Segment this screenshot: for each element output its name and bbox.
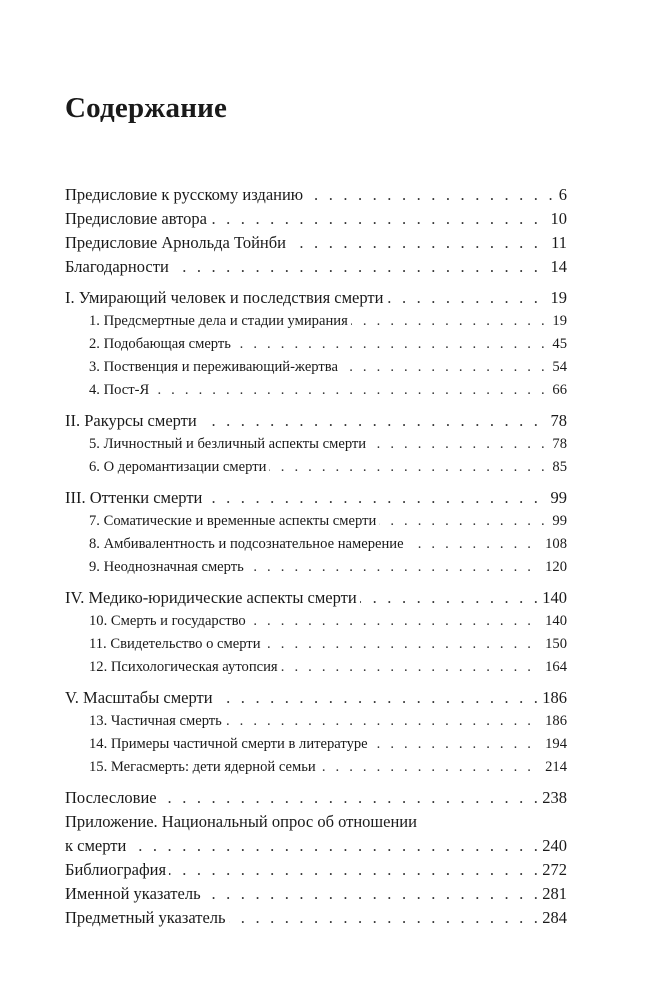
toc-chapter-6 (65, 456, 567, 479)
toc-entry-page: 272 (538, 858, 567, 882)
toc-entry-title: 7. Соматические и временные аспекты смерти (89, 510, 379, 533)
toc-entry-preface-author (65, 207, 567, 231)
dot-leader (89, 379, 567, 402)
toc-chapter-1 (65, 310, 567, 333)
toc-chapter-8 (65, 533, 567, 556)
toc-entry-page: 214 (541, 756, 567, 779)
toc-entry-page: 194 (541, 733, 567, 756)
toc-entry-page: 186 (538, 686, 567, 710)
toc-entry-title: 14. Примеры частичной смерти в литературе (89, 733, 371, 756)
toc-entry-title-continued: к смерти (65, 834, 129, 858)
toc-entry-page: 78 (548, 433, 567, 456)
toc-entry-title: Библиография (65, 858, 169, 882)
toc-chapter-10 (65, 610, 567, 633)
toc-entry-title: I. Умирающий человек и последствия смерти (65, 286, 386, 310)
toc-entry-page: 78 (547, 409, 568, 433)
toc-entry-title: Предисловие к русскому изданию (65, 183, 306, 207)
toc-entry-title: 4. Пост-Я (89, 379, 152, 402)
toc-entry-appendix-line1 (65, 810, 567, 834)
toc-chapter-3 (65, 356, 567, 379)
toc-entry-afterword (65, 786, 567, 810)
toc-entry-title: III. Оттенки смерти (65, 486, 205, 510)
toc-entry-title: Приложение. Национальный опрос об отношении (65, 810, 420, 834)
toc-entry-title: 3. Поственция и переживающий-жертва (89, 356, 341, 379)
toc-entry-page: 45 (548, 333, 567, 356)
toc-part-3 (65, 486, 567, 510)
toc-entry-page: 120 (541, 556, 567, 579)
toc-entry-page: 19 (547, 286, 568, 310)
toc-entry-bibliography (65, 858, 567, 882)
toc-chapter-15 (65, 756, 567, 779)
toc-entry-page: 238 (538, 786, 567, 810)
toc-entry-name-index (65, 882, 567, 906)
toc-entry-title: Предисловие Арнольда Тойнби (65, 231, 289, 255)
toc-entry-page: 14 (547, 255, 568, 279)
toc-entry-title: Предметный указатель (65, 906, 229, 930)
toc-entry-title: 2. Подобающая смерть (89, 333, 234, 356)
toc-entry-title: 8. Амбивалентность и подсознательное намерение (89, 533, 407, 556)
toc-entry-title: 13. Частичная смерть (89, 710, 225, 733)
toc-entry-title: 5. Личностный и безличный аспекты смерти (89, 433, 369, 456)
toc-entry-title: Именной указатель (65, 882, 204, 906)
toc-entry-title: 15. Мегасмерть: дети ядерной семьи (89, 756, 319, 779)
toc-entry-page: 6 (555, 183, 567, 207)
toc-chapter-7 (65, 510, 567, 533)
toc-entry-title: Предисловие автора (65, 207, 210, 231)
toc-chapter-13 (65, 710, 567, 733)
toc-entry-title: 1. Предсмертные дела и стадии умирания (89, 310, 351, 333)
toc-chapter-9 (65, 556, 567, 579)
toc-entry-page: 19 (548, 310, 567, 333)
toc-chapter-12 (65, 656, 567, 679)
toc-entry-title: 10. Смерть и государство (89, 610, 249, 633)
toc-part-1 (65, 286, 567, 310)
toc-chapter-11 (65, 633, 567, 656)
toc-entry-page: 99 (547, 486, 568, 510)
dot-leader (65, 834, 567, 858)
toc-entry-title: 9. Неоднозначная смерть (89, 556, 247, 579)
toc-entry-page: 240 (538, 834, 567, 858)
toc-entry-title: Благодарности (65, 255, 172, 279)
toc-entry-page: 54 (548, 356, 567, 379)
toc-entry-page: 108 (541, 533, 567, 556)
toc-entry-subject-index (65, 906, 567, 930)
toc-entry-page: 140 (541, 610, 567, 633)
toc-entry-page: 99 (548, 510, 567, 533)
toc-entry-title: 11. Свидетельство о смерти (89, 633, 264, 656)
toc-chapter-2 (65, 333, 567, 356)
page-title: Содержание (65, 92, 228, 124)
table-of-contents (65, 183, 567, 930)
toc-entry-title: II. Ракурсы смерти (65, 409, 200, 433)
toc-entry-preface-toynbee (65, 231, 567, 255)
toc-entry-title: 12. Психологическая аутопсия (89, 656, 281, 679)
toc-entry-page: 186 (541, 710, 567, 733)
toc-entry-page: 11 (547, 231, 567, 255)
toc-entry-acknowledgements (65, 255, 567, 279)
toc-part-2 (65, 409, 567, 433)
toc-chapter-5 (65, 433, 567, 456)
toc-part-4 (65, 586, 567, 610)
toc-entry-page: 150 (541, 633, 567, 656)
toc-entry-page: 66 (548, 379, 567, 402)
toc-entry-title: Послесловие (65, 786, 160, 810)
toc-entry-page: 164 (541, 656, 567, 679)
toc-part-5 (65, 686, 567, 710)
toc-chapter-4 (65, 379, 567, 402)
toc-entry-title: 6. О деромантизации смерти (89, 456, 269, 479)
toc-chapter-14 (65, 733, 567, 756)
toc-entry-page: 140 (538, 586, 567, 610)
toc-entry-page: 281 (538, 882, 567, 906)
toc-entry-title: IV. Медико-юридические аспекты смерти (65, 586, 360, 610)
toc-entry-preface-russian (65, 183, 567, 207)
toc-entry-page: 10 (547, 207, 568, 231)
toc-entry-page: 85 (548, 456, 567, 479)
toc-entry-title: V. Масштабы смерти (65, 686, 216, 710)
toc-entry-appendix-line2 (65, 834, 567, 858)
toc-entry-page: 284 (538, 906, 567, 930)
